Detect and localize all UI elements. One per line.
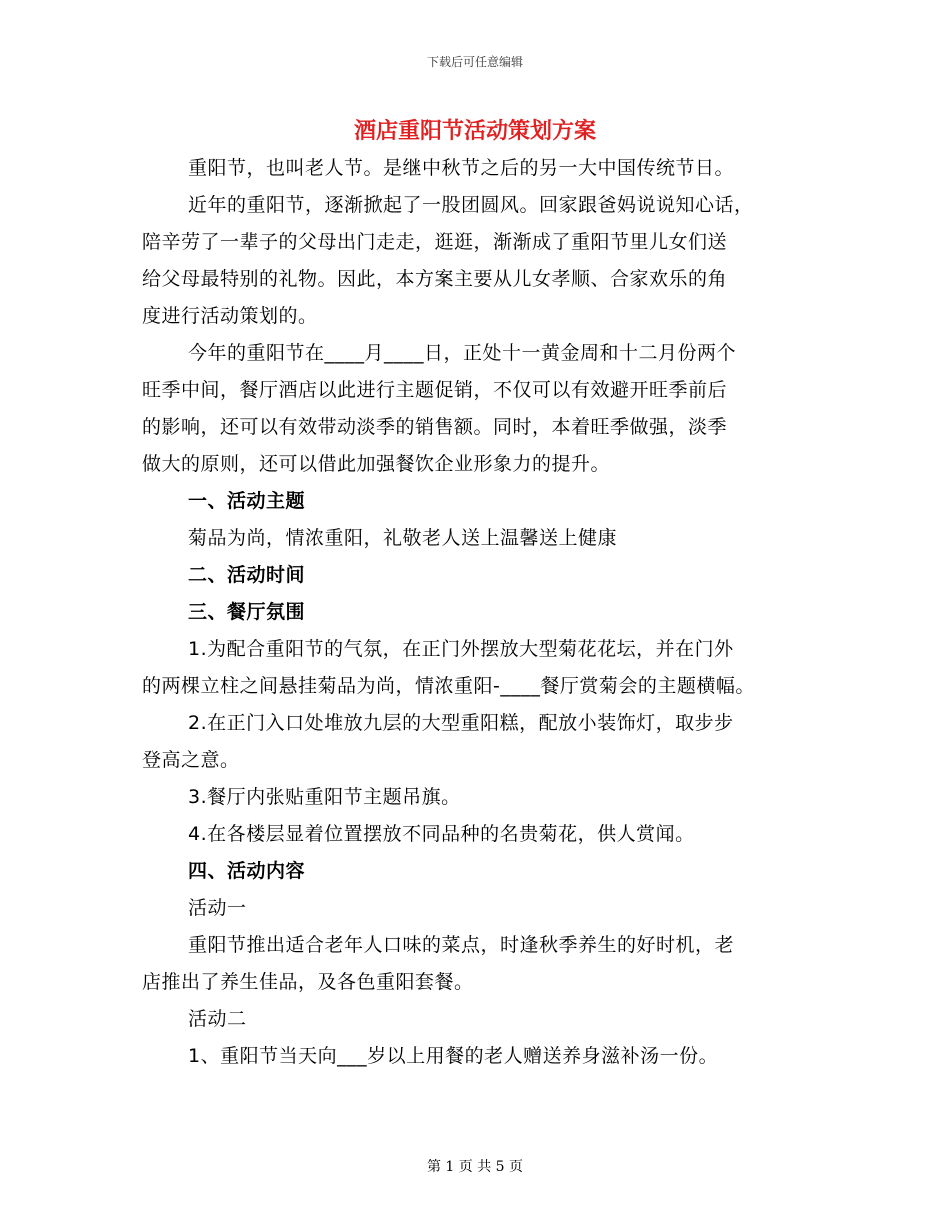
- document-title: 酒店重阳节活动策划方案: [353, 119, 596, 144]
- body-line: 的影响，还可以有效带动淡季的销售额。同时，本着旺季做强，淡季: [142, 416, 728, 438]
- body-line: 活动二: [188, 1008, 247, 1030]
- body-line: 店推出了养生佳品，及各色重阳套餐。: [142, 971, 474, 993]
- document-body: [142, 150, 822, 1075]
- body-line: 陪辛劳了一辈子的父母出门走走，逛逛，渐渐成了重阳节里儿女们送: [142, 231, 728, 253]
- body-line: 登高之意。: [142, 749, 240, 771]
- section-heading: 一、活动主题: [188, 490, 306, 512]
- section-heading: 二、活动时间: [188, 564, 306, 586]
- body-line: 活动一: [188, 897, 247, 919]
- body-line: 重阳节推出适合老年人口味的菜点，时逢秋季养生的好时机，老: [188, 934, 735, 956]
- body-line: 今年的重阳节在____月____日，正处十一黄金周和十二月份两个: [188, 342, 737, 364]
- body-line: 重阳节，也叫老人节。是继中秋节之后的另一大中国传统节日。: [188, 157, 735, 179]
- body-line: 2.在正门入口处堆放九层的大型重阳糕，配放小装饰灯，取步步: [188, 712, 734, 734]
- section-heading: 三、餐厅氛围: [188, 601, 306, 623]
- page-header: 下载后可任意编辑: [426, 55, 523, 69]
- body-line: 近年的重阳节，逐渐掀起了一股团圆风。回家跟爸妈说说知心话，: [188, 194, 754, 216]
- page-footer: 第 1 页 共 5 页: [426, 1159, 524, 1175]
- body-line: 菊品为尚，情浓重阳，礼敬老人送上温馨送上健康: [188, 527, 618, 549]
- body-line: 1、重阳节当天向___岁以上用餐的老人赠送养身滋补汤一份。: [188, 1045, 719, 1067]
- body-line: 4.在各楼层显着位置摆放不同品种的名贵菊花，供人赏闻。: [188, 823, 695, 845]
- body-line: 旺季中间，餐厅酒店以此进行主题促销，不仅可以有效避开旺季前后: [142, 379, 728, 401]
- body-line: 度进行活动策划的。: [142, 305, 318, 327]
- section-heading: 四、活动内容: [188, 860, 306, 882]
- body-line: 的两棵立柱之间悬挂菊品为尚，情浓重阳-____餐厅赏菊会的主题横幅。: [142, 675, 755, 697]
- body-line: 做大的原则，还可以借此加强餐饮企业形象力的提升。: [142, 453, 611, 475]
- body-line: 1.为配合重阳节的气氛，在正门外摆放大型菊花花坛，并在门外: [188, 638, 734, 660]
- body-line: 给父母最特别的礼物。因此，本方案主要从儿女孝顺、合家欢乐的角: [142, 268, 728, 290]
- body-line: 3.餐厅内张贴重阳节主题吊旗。: [188, 786, 461, 808]
